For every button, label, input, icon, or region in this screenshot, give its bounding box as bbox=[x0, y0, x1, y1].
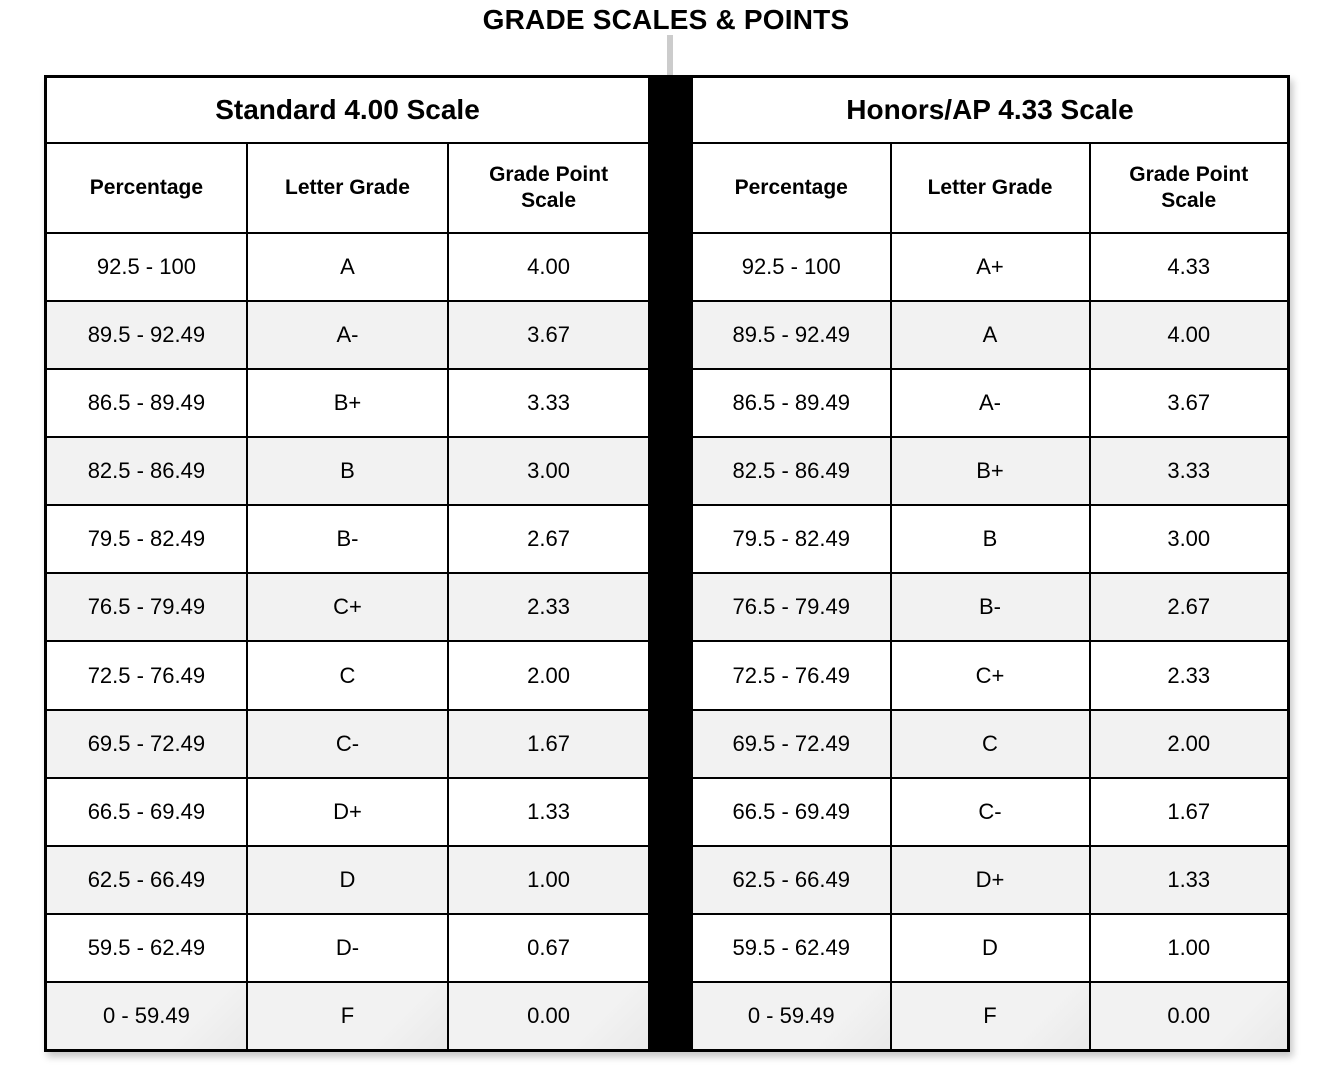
table-row bbox=[46, 437, 650, 505]
letter-grade-cell: B- bbox=[247, 505, 448, 573]
column-header-letter-grade bbox=[247, 143, 448, 233]
table-row bbox=[692, 505, 1289, 573]
grade-scales-panel bbox=[44, 75, 1290, 1052]
table-row bbox=[692, 914, 1289, 982]
letter-grade-cell: B- bbox=[891, 573, 1090, 641]
letter-grade-cell: C bbox=[891, 710, 1090, 778]
grade-point-cell: 1.67 bbox=[1090, 778, 1289, 846]
table-row bbox=[692, 982, 1289, 1051]
letter-grade-cell: C- bbox=[247, 710, 448, 778]
percentage-cell: 82.5 - 86.49 bbox=[692, 437, 891, 505]
percentage-cell: 69.5 - 72.49 bbox=[692, 710, 891, 778]
percentage-cell: 89.5 - 92.49 bbox=[46, 301, 247, 369]
letter-grade-cell: A- bbox=[891, 369, 1090, 437]
column-header-percentage bbox=[692, 143, 891, 233]
column-header-row bbox=[46, 143, 650, 233]
column-header-label: Letter Grade bbox=[927, 175, 1053, 199]
grade-point-cell: 2.67 bbox=[448, 505, 649, 573]
table-row bbox=[46, 914, 650, 982]
percentage-cell: 62.5 - 66.49 bbox=[46, 846, 247, 914]
table-row bbox=[46, 505, 650, 573]
letter-grade-cell: C bbox=[247, 641, 448, 709]
grade-point-cell: 0.00 bbox=[448, 982, 649, 1051]
letter-grade-cell: D bbox=[891, 914, 1090, 982]
percentage-cell: 79.5 - 82.49 bbox=[46, 505, 247, 573]
percentage-cell: 89.5 - 92.49 bbox=[692, 301, 891, 369]
percentage-cell: 92.5 - 100 bbox=[46, 233, 247, 301]
percentage-cell: 66.5 - 69.49 bbox=[46, 778, 247, 846]
percentage-cell: 72.5 - 76.49 bbox=[46, 641, 247, 709]
grade-point-cell: 4.00 bbox=[1090, 301, 1289, 369]
column-header-label: Percentage bbox=[89, 175, 204, 199]
percentage-cell: 86.5 - 89.49 bbox=[692, 369, 891, 437]
grade-point-cell: 2.33 bbox=[448, 573, 649, 641]
honors-table-title: Honors/AP 4.33 Scale bbox=[692, 77, 1289, 144]
table-row bbox=[46, 301, 650, 369]
grade-point-cell: 4.33 bbox=[1090, 233, 1289, 301]
grade-point-cell: 3.00 bbox=[1090, 505, 1289, 573]
grade-point-cell: 1.33 bbox=[1090, 846, 1289, 914]
table-row bbox=[692, 233, 1289, 301]
letter-grade-cell: B bbox=[247, 437, 448, 505]
table-row bbox=[692, 573, 1289, 641]
table-divider-bar bbox=[651, 75, 690, 1052]
percentage-cell: 72.5 - 76.49 bbox=[692, 641, 891, 709]
grade-point-cell: 1.00 bbox=[448, 846, 649, 914]
grade-point-cell: 3.33 bbox=[448, 369, 649, 437]
grade-point-cell: 3.67 bbox=[1090, 369, 1289, 437]
percentage-cell: 59.5 - 62.49 bbox=[46, 914, 247, 982]
column-header-label: Letter Grade bbox=[285, 175, 410, 199]
column-header-grade-point-scale bbox=[448, 143, 649, 233]
honors-scale-table bbox=[690, 75, 1290, 1052]
percentage-cell: 59.5 - 62.49 bbox=[692, 914, 891, 982]
table-title-row bbox=[692, 77, 1289, 144]
table-row bbox=[46, 641, 650, 709]
percentage-cell: 86.5 - 89.49 bbox=[46, 369, 247, 437]
letter-grade-cell: C+ bbox=[891, 641, 1090, 709]
table-row bbox=[46, 846, 650, 914]
grade-point-cell: 4.00 bbox=[448, 233, 649, 301]
table-row bbox=[692, 641, 1289, 709]
percentage-cell: 0 - 59.49 bbox=[692, 982, 891, 1051]
column-header-label: Grade Point Scale bbox=[489, 162, 609, 212]
grade-point-cell: 1.33 bbox=[448, 778, 649, 846]
letter-grade-cell: C+ bbox=[247, 573, 448, 641]
letter-grade-cell: A+ bbox=[891, 233, 1090, 301]
table-row bbox=[46, 778, 650, 846]
letter-grade-cell: A bbox=[891, 301, 1090, 369]
grade-point-cell: 0.67 bbox=[448, 914, 649, 982]
column-header-grade-point-scale bbox=[1090, 143, 1289, 233]
column-header-label: Grade Point Scale bbox=[1129, 162, 1249, 212]
percentage-cell: 79.5 - 82.49 bbox=[692, 505, 891, 573]
grade-point-cell: 3.33 bbox=[1090, 437, 1289, 505]
grade-point-cell: 3.67 bbox=[448, 301, 649, 369]
grade-point-cell: 2.67 bbox=[1090, 573, 1289, 641]
percentage-cell: 62.5 - 66.49 bbox=[692, 846, 891, 914]
standard-scale-table bbox=[44, 75, 651, 1052]
percentage-cell: 66.5 - 69.49 bbox=[692, 778, 891, 846]
percentage-cell: 76.5 - 79.49 bbox=[46, 573, 247, 641]
table-row bbox=[692, 301, 1289, 369]
grade-point-cell: 1.00 bbox=[1090, 914, 1289, 982]
standard-table-title: Standard 4.00 Scale bbox=[46, 77, 650, 144]
percentage-cell: 82.5 - 86.49 bbox=[46, 437, 247, 505]
column-header-percentage bbox=[46, 143, 247, 233]
table-row bbox=[692, 437, 1289, 505]
column-header-row bbox=[692, 143, 1289, 233]
table-row bbox=[692, 710, 1289, 778]
percentage-cell: 76.5 - 79.49 bbox=[692, 573, 891, 641]
letter-grade-cell: B bbox=[891, 505, 1090, 573]
letter-grade-cell: D- bbox=[247, 914, 448, 982]
percentage-cell: 92.5 - 100 bbox=[692, 233, 891, 301]
table-row bbox=[46, 710, 650, 778]
title-connector-line bbox=[667, 35, 673, 76]
table-row bbox=[46, 982, 650, 1051]
page-title: GRADE SCALES & POINTS bbox=[482, 4, 850, 35]
grade-point-cell: 1.67 bbox=[448, 710, 649, 778]
grade-point-cell: 3.00 bbox=[448, 437, 649, 505]
table-row bbox=[46, 573, 650, 641]
letter-grade-cell: D bbox=[247, 846, 448, 914]
table-title-row bbox=[46, 77, 650, 144]
table-row bbox=[692, 846, 1289, 914]
letter-grade-cell: D+ bbox=[247, 778, 448, 846]
percentage-cell: 0 - 59.49 bbox=[46, 982, 247, 1051]
grade-point-cell: 2.00 bbox=[448, 641, 649, 709]
table-row bbox=[692, 369, 1289, 437]
grade-point-cell: 0.00 bbox=[1090, 982, 1289, 1051]
column-header-label: Percentage bbox=[734, 175, 848, 199]
letter-grade-cell: B+ bbox=[891, 437, 1090, 505]
table-row bbox=[692, 778, 1289, 846]
letter-grade-cell: B+ bbox=[247, 369, 448, 437]
table-row bbox=[46, 369, 650, 437]
letter-grade-cell: A- bbox=[247, 301, 448, 369]
table-row bbox=[46, 233, 650, 301]
column-header-letter-grade bbox=[891, 143, 1090, 233]
letter-grade-cell: F bbox=[891, 982, 1090, 1051]
letter-grade-cell: C- bbox=[891, 778, 1090, 846]
letter-grade-cell: A bbox=[247, 233, 448, 301]
grade-point-cell: 2.00 bbox=[1090, 710, 1289, 778]
grade-point-cell: 2.33 bbox=[1090, 641, 1289, 709]
percentage-cell: 69.5 - 72.49 bbox=[46, 710, 247, 778]
letter-grade-cell: F bbox=[247, 982, 448, 1051]
letter-grade-cell: D+ bbox=[891, 846, 1090, 914]
